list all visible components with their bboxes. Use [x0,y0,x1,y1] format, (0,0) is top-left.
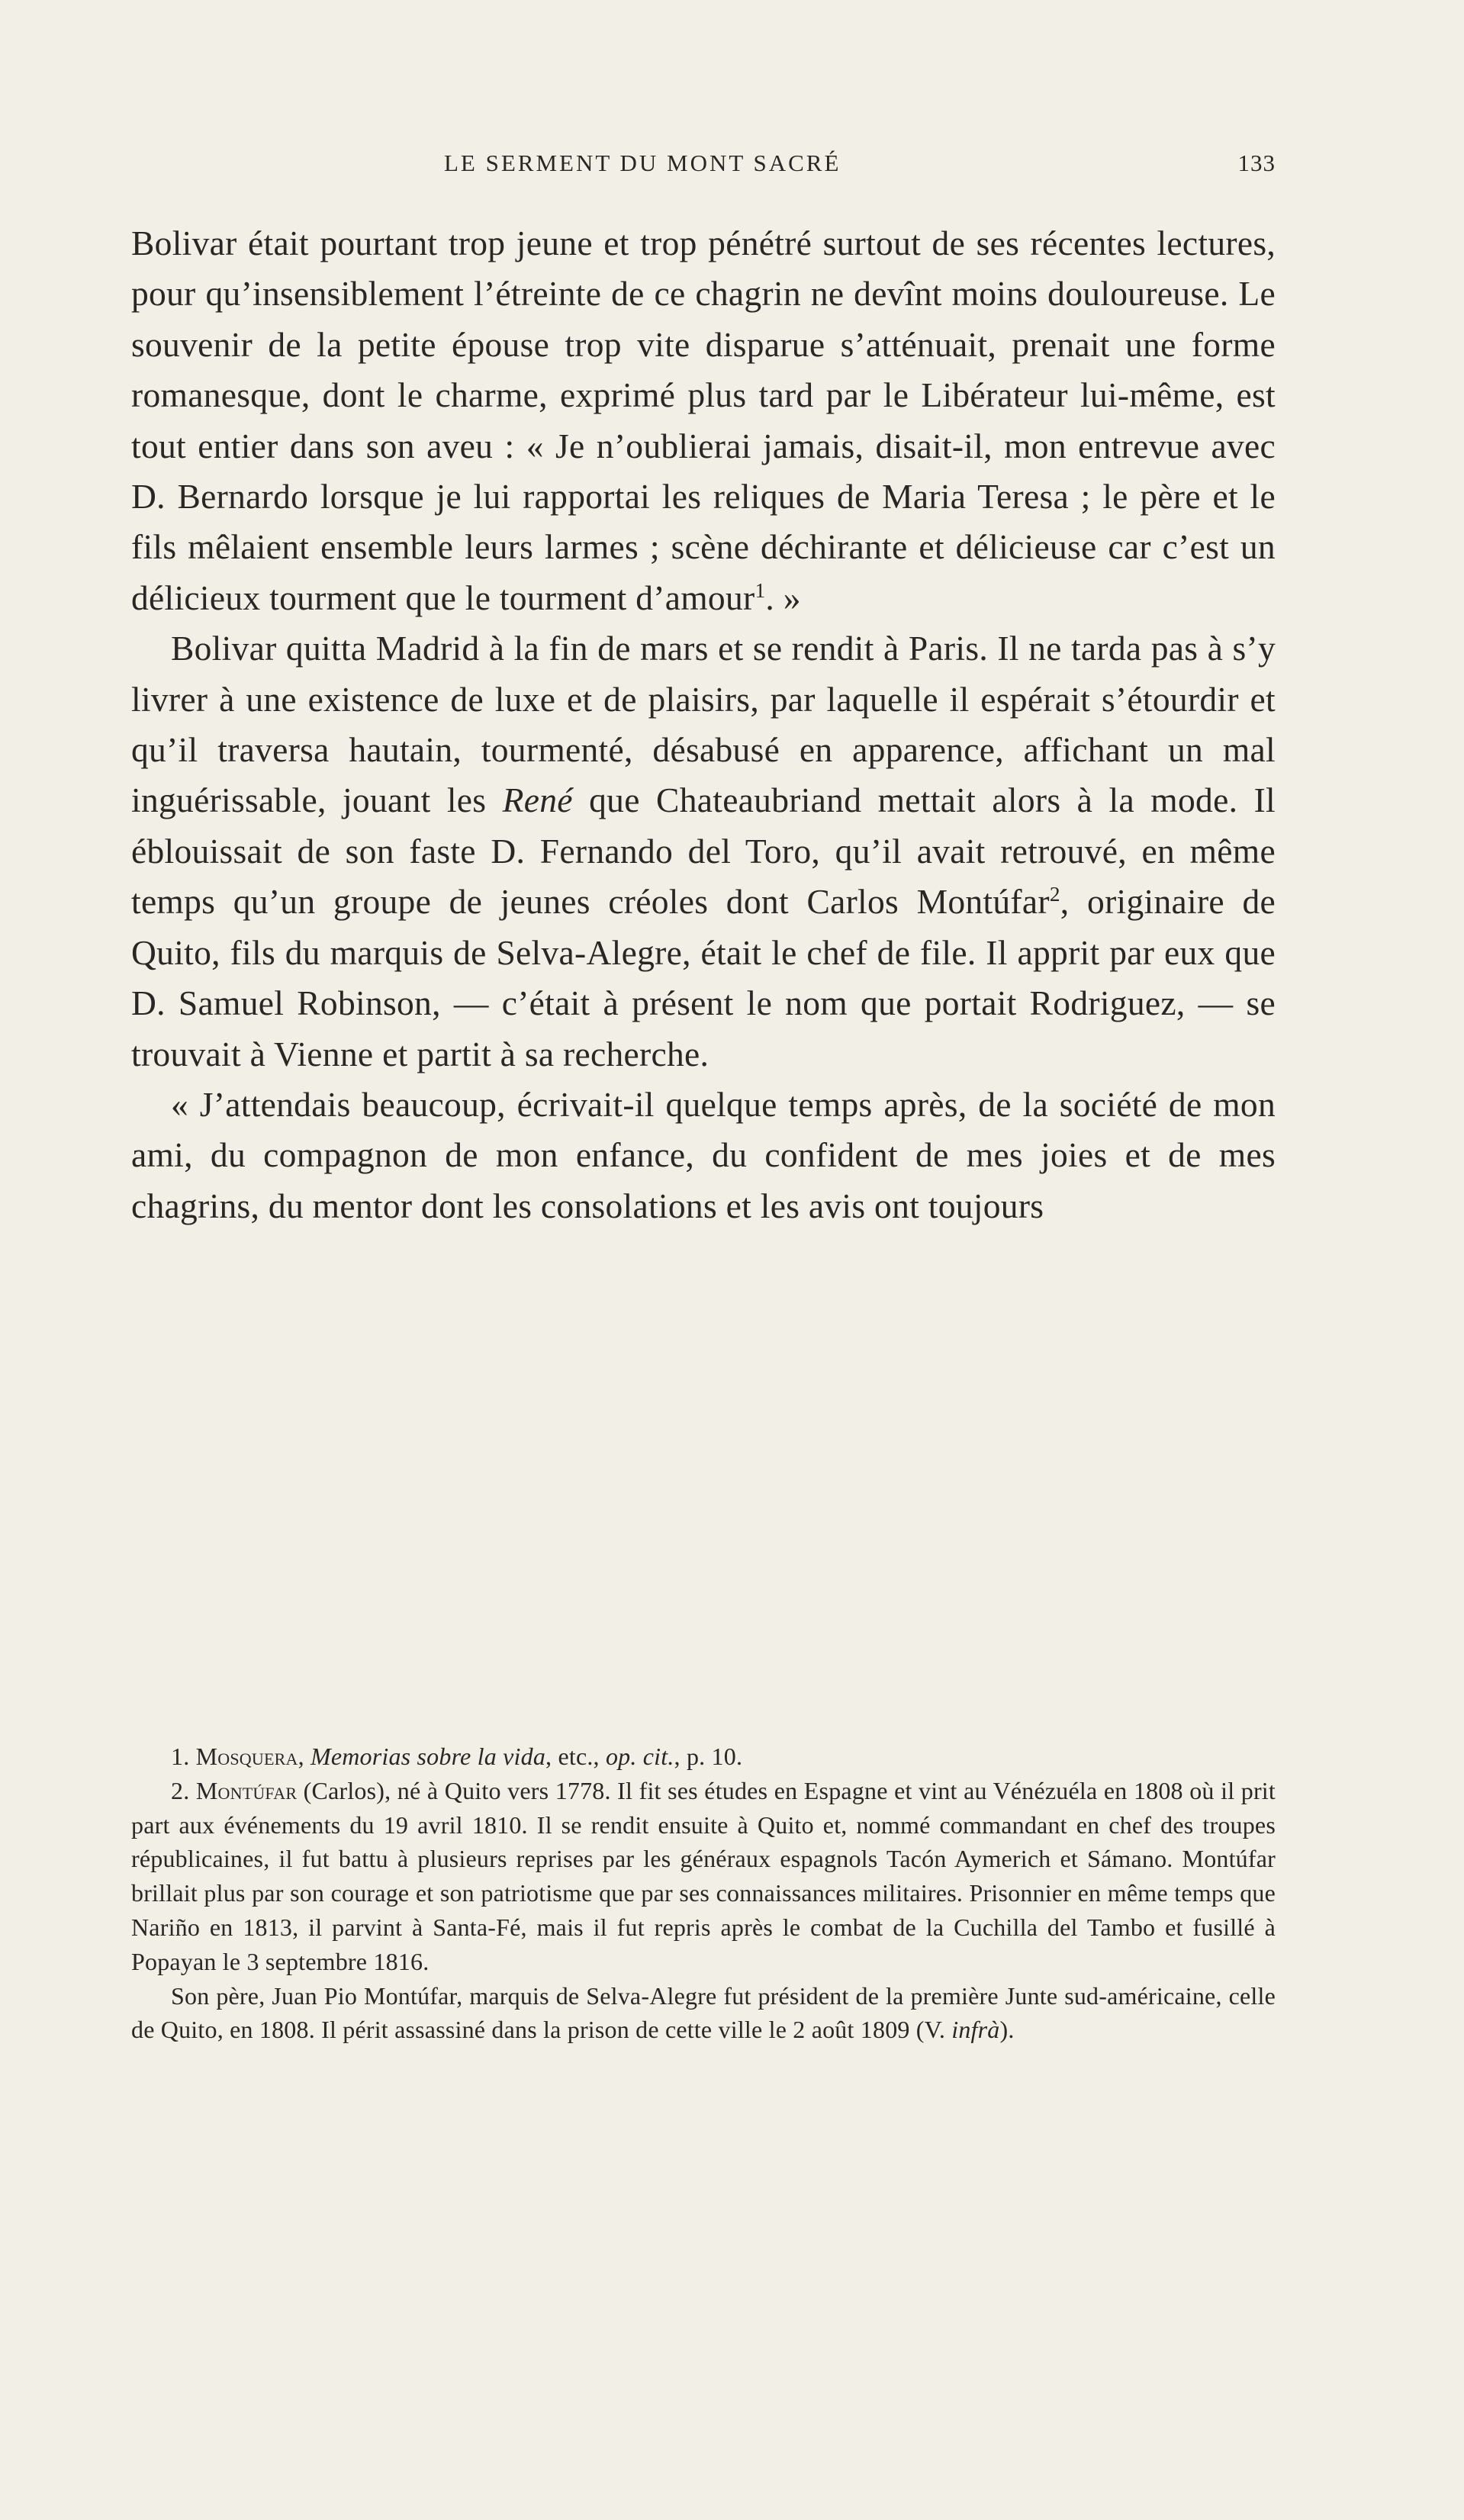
footnote-2-cont-italic: infrà [951,2016,1000,2044]
paragraph-1-text: Bolivar était pourtant trop jeune et trop pénétré surtout de ses récentes lectures, pour qu’insensiblement l’étreinte de ce chagrin ne devînt moins douloureuse. Le souvenir de la petite épouse trop vite disparue s’atténuait, prenait une forme romanesque, dont le charme, exprimé plus tard par le Libérateur lui-même, est tout entier dans son aveu : « Je n’oublierai jamais, disait-il, mon entrevue avec D. Bernardo lorsque je lui rapportai les reliques de Maria Teresa ; le père et le fils mêlaient ensemble leurs larmes ; scène déchirante et délicieuse car c’est un délicieux tourment que le tourment d’amour [131,224,1276,617]
footnote-2-continued [131,1979,1276,2048]
footnote-ref-2: 2 [1049,883,1060,906]
paragraph-3-text: « J’attendais beaucoup, écrivait-il quelque temps après, de la société de mon ami, du compagnon de mon enfance, du confident de mes joies et de mes chagrins, du mentor dont les consolations et les avis ont toujours [131,1084,1276,1225]
running-title: LE SERMENT DU MONT SACRÉ [444,150,841,176]
footnote-2-text: (Carlos), né à Quito vers 1778. Il fit ses études en Espagne et vint au Vénézuéla en 1808 où il prit part aux événements du 19 avril 1810. Il se rendit ensuite à Quito et, nommé commandant en chef des troupes républicaines, il fut battu à plusieurs reprises par les généraux espagnols Tacón Aymerich et Sámano. Montúfar brillait plus par son courage et son patriotisme que par ses connaissances militaires. Prisonnier en même temps que Nariño en 1813, il parvint à Santa-Fé, mais il fut repris après le combat de la Cuchilla del Tambo et fusillé à Popayan le 3 septembre 1816. [131,1776,1276,1975]
footnote-2-cont-text-b: ). [999,2016,1015,2044]
footnote-2 [131,1774,1276,1979]
footnote-1-ref: op. cit. [605,1743,674,1770]
footnote-2-number: 2. [171,1776,196,1804]
footnote-2-author: Montúfar [195,1776,298,1804]
paragraph-3 [131,1080,1276,1231]
page-number: 133 [1237,150,1276,176]
paragraph-1 [131,218,1276,623]
footnote-1-text-b: , p. 10. [674,1743,743,1770]
footnote-1-sep: , [298,1743,310,1770]
paragraph-2-text-b: que Chateaubriand mettait alors à la mode. Il éblouissait de son faste D. Fernando del Toro, qu’il avait retrouvé, en même temps qu’un groupe de jeunes créoles dont Carlos Montúfar [131,780,1276,922]
footnotes [131,1740,1276,2047]
footnote-1-number: 1. [171,1743,196,1770]
paragraph-2-italic-rene: René [502,780,573,820]
running-header [131,150,1276,188]
footnote-1 [131,1740,1276,1774]
footnote-1-title: Memorias sobre la vida [310,1743,546,1770]
footnote-1-text-a: , etc., [545,1743,606,1770]
footnote-ref-1: 1 [755,578,766,602]
paragraph-2 [131,623,1276,1080]
footnote-2-cont-text-a: Son père, Juan Pio Montúfar, marquis de Selva-Alegre fut président de la première Junte sud-américaine, celle de Quito, en 1808. Il périt assassiné dans la prison de cette ville le 2 août 1809 (V. [131,1981,1276,2044]
paragraph-2-text-c: , originaire de Quito, fils du marquis de Selva-Alegre, était le chef de file. Il apprit par eux que D. Samuel Robinson, — c’était à présent le nom que portait Rodriguez, — se trouvait à Vienne et partit à sa recherche. [131,882,1276,1073]
main-text [131,218,1276,1231]
paragraph-1-end: . » [765,578,801,617]
paragraph-2-text-a: Bolivar quitta Madrid à la fin de mars et se rendit à Paris. Il ne tarda pas à s’y livrer à une existence de luxe et de plaisirs, par laquelle il espérait s’étourdir et qu’il traversa hautain, tourmenté, désabusé en apparence, affichant un mal inguérissable, jouant les [131,629,1276,820]
footnote-1-author: Mosquera [195,1743,298,1770]
